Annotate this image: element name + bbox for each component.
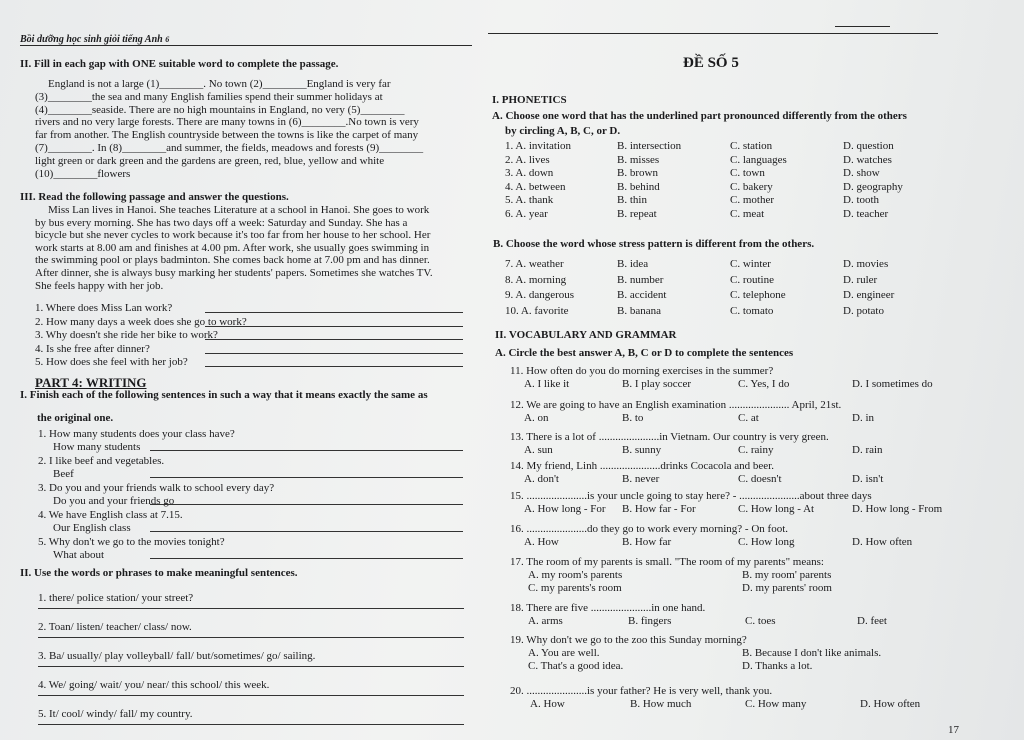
stress-option[interactable]: B. accident bbox=[617, 289, 667, 301]
sentence-answer-line[interactable] bbox=[38, 637, 464, 638]
stress-option[interactable]: D. movies bbox=[843, 258, 889, 270]
mcq-option[interactable]: B. Because I don't like animals. bbox=[742, 647, 882, 659]
pronunciation-option[interactable]: 4. A. between bbox=[505, 180, 566, 193]
mcq-option[interactable]: C. at bbox=[738, 412, 759, 424]
part4-heading: PART 4: WRITING bbox=[35, 375, 147, 390]
mcq-option[interactable]: B. sunny bbox=[622, 444, 662, 456]
sentence-cue: 3. Ba/ usually/ play volleyball/ fall/ but/sometimes/ go/ sailing. bbox=[38, 650, 316, 662]
mcq-option[interactable]: A. my room's parents bbox=[528, 569, 623, 581]
mcq-option[interactable]: B. never bbox=[622, 473, 660, 485]
mcq-option[interactable]: A. You are well. bbox=[528, 647, 600, 659]
mcq-question: 14. My friend, Linh ......................drinks Cocacola and beer. bbox=[510, 460, 774, 472]
mcq-option[interactable]: C. toes bbox=[745, 615, 776, 627]
mcq-option[interactable]: A. sun bbox=[524, 444, 553, 456]
rewrite-stem: Beef bbox=[53, 468, 74, 480]
mcq-option[interactable]: D. isn't bbox=[852, 473, 884, 485]
pronunciation-option[interactable]: 3. A. down bbox=[505, 167, 554, 179]
header-rule-left bbox=[20, 45, 472, 46]
mcq-option[interactable]: B. my room' parents bbox=[742, 569, 832, 581]
mcq-question: 15. ......................is your uncle going to stay here? - ......................about three days bbox=[510, 490, 872, 502]
pronunciation-option[interactable]: D. show bbox=[843, 167, 880, 179]
rewrite-stem: Our English class bbox=[53, 522, 131, 534]
mcq-option[interactable]: D. I sometimes do bbox=[852, 378, 933, 390]
answer-line[interactable] bbox=[205, 366, 463, 367]
pronunciation-option[interactable]: B. intersection bbox=[617, 140, 682, 152]
mcq-option[interactable]: D. How often bbox=[860, 698, 921, 710]
sentence-cue: 2. Toan/ listen/ teacher/ class/ now. bbox=[38, 621, 192, 633]
passage-line: England is not a large (1)________. No town (2)________England is very far bbox=[48, 78, 391, 90]
reading-line: by bus every morning. She has two days off a week: Saturday and Sunday. She has a bbox=[35, 216, 408, 229]
rewrite-prompt: 3. Do you and your friends walk to school every day? bbox=[38, 482, 275, 494]
passage-line: (4)________seaside. There are no high mountains in England, no very (5)________ bbox=[35, 103, 405, 116]
mcq-option[interactable]: C. How long - At bbox=[738, 503, 815, 515]
mcq-option[interactable]: B. How much bbox=[630, 698, 692, 710]
stress-option[interactable]: B. idea bbox=[617, 258, 649, 270]
answer-line[interactable] bbox=[205, 312, 463, 313]
build-heading: II. Use the words or phrases to make meaningful sentences. bbox=[20, 567, 298, 579]
pronunciation-option[interactable]: B. thin bbox=[617, 194, 647, 206]
pronunciation-option[interactable]: B. repeat bbox=[617, 207, 657, 220]
rewrite-stem: What about bbox=[53, 549, 105, 561]
pronunciation-option[interactable]: D. question bbox=[843, 140, 894, 152]
phonetics-heading: I. PHONETICS bbox=[492, 94, 567, 106]
rewrite-heading: I. Finish each of the following sentences in such a way that it means exactly the same as bbox=[20, 389, 428, 401]
mcq-option[interactable]: A. How bbox=[530, 698, 565, 710]
stress-option[interactable]: C. winter bbox=[730, 258, 771, 270]
rewrite-prompt: 1. How many students does your class have? bbox=[38, 428, 235, 440]
reading-question: 4. Is she free after dinner? bbox=[35, 342, 150, 355]
answer-line[interactable] bbox=[205, 353, 463, 354]
mcq-option[interactable]: D. Thanks a lot. bbox=[742, 660, 813, 672]
passage-line: light green or dark green and the gardens are green, red, blue, yellow and white bbox=[35, 154, 385, 167]
stress-option[interactable]: D. ruler bbox=[843, 273, 878, 286]
pronunciation-option[interactable]: C. languages bbox=[730, 153, 787, 166]
stress-option[interactable]: 10. A. favorite bbox=[505, 304, 569, 317]
reading-question: 3. Why doesn't she ride her bike to work? bbox=[35, 329, 218, 342]
mcq-option[interactable]: D. rain bbox=[852, 444, 883, 456]
pronunciation-option[interactable]: C. bakery bbox=[730, 180, 773, 193]
pronunciation-option[interactable]: 6. A. year bbox=[505, 207, 548, 220]
mcq-question: 18. There are five ......................in one hand. bbox=[510, 602, 706, 614]
pronunciation-option[interactable]: 5. A. thank bbox=[505, 194, 554, 206]
mcq-option[interactable]: B. I play soccer bbox=[622, 378, 692, 390]
mcq-option[interactable]: D. How often bbox=[852, 536, 913, 548]
mcq-question: 12. We are going to have an English examination ...................... April, 21st. bbox=[510, 399, 842, 411]
stress-option[interactable]: B. banana bbox=[617, 304, 661, 317]
rewrite-prompt: 5. Why don't we go to the movies tonight? bbox=[38, 536, 225, 548]
passage-line: rivers and no very large forests. There are many towns in (6)________.No town is very bbox=[35, 116, 419, 129]
mcq-option[interactable]: C. That's a good idea. bbox=[528, 660, 624, 672]
sentence-cue: 4. We/ going/ wait/ you/ near/ this school/ this week. bbox=[38, 679, 270, 691]
mcq-option[interactable]: C. doesn't bbox=[738, 473, 782, 485]
pronunciation-option[interactable]: C. station bbox=[730, 140, 773, 152]
reading-heading: III. Read the following passage and answer the questions. bbox=[20, 191, 289, 203]
mcq-option[interactable]: A. on bbox=[524, 412, 549, 424]
mcq-option[interactable]: B. fingers bbox=[628, 615, 672, 627]
sentence-answer-line[interactable] bbox=[38, 724, 464, 725]
header-title: Bồi dưỡng học sinh giỏi tiếng Anh 6 bbox=[20, 34, 170, 45]
vocab-heading: II. VOCABULARY AND GRAMMAR bbox=[495, 329, 677, 341]
header-rule-small bbox=[835, 26, 890, 27]
mcq-option[interactable]: A. arms bbox=[528, 615, 563, 627]
mcq-option[interactable]: C. my parents's room bbox=[528, 582, 622, 594]
mcq-option[interactable]: A. I like it bbox=[524, 378, 570, 390]
mcq-option[interactable]: D. feet bbox=[857, 615, 887, 627]
answer-line[interactable] bbox=[205, 339, 463, 340]
pronunciation-option[interactable]: C. mother bbox=[730, 194, 774, 206]
reading-question: 5. How does she feel with her job? bbox=[35, 356, 188, 369]
stress-option[interactable]: C. tomato bbox=[730, 304, 774, 317]
stress-option[interactable]: B. number bbox=[617, 273, 664, 286]
pronunciation-option[interactable]: B. behind bbox=[617, 180, 660, 193]
reading-line: the swimming pool or plays badminton. She comes back home at 7.00 pm and has dinner. bbox=[35, 254, 430, 267]
stress-option[interactable]: 9. A. dangerous bbox=[505, 289, 575, 301]
rewrite-answer-line[interactable] bbox=[150, 450, 463, 451]
mcq-option[interactable]: C. Yes, I do bbox=[738, 378, 790, 390]
sentence-answer-line[interactable] bbox=[38, 666, 464, 667]
stress-option[interactable]: 8. A. morning bbox=[505, 273, 567, 286]
stress-option[interactable]: 7. A. weather bbox=[505, 258, 564, 270]
rewrite-answer-line[interactable] bbox=[150, 531, 463, 532]
rewrite-stem: Do you and your friends go bbox=[53, 495, 175, 507]
stress-option[interactable]: D. potato bbox=[843, 304, 884, 317]
pronunciation-option[interactable]: B. brown bbox=[617, 167, 658, 179]
mcq-question: 13. There is a lot of ......................in Vietnam. Our country is very green. bbox=[510, 431, 829, 443]
rewrite-stem: How many students bbox=[53, 441, 141, 453]
rewrite-prompt: 2. I like beef and vegetables. bbox=[38, 455, 165, 467]
mcq-question: 11. How often do you do morning exercises in the summer? bbox=[510, 365, 774, 377]
reading-line: Miss Lan lives in Hanoi. She teaches Literature at a school in Hanoi. She goes to work bbox=[48, 204, 430, 216]
mcq-option[interactable]: D. my parents' room bbox=[742, 582, 832, 594]
exam-title: ĐỀ SỐ 5 bbox=[683, 55, 739, 71]
mcq-option[interactable]: A. How bbox=[524, 536, 559, 548]
pronunciation-option[interactable]: D. geography bbox=[843, 180, 903, 193]
stress-heading: B. Choose the word whose stress pattern is different from the others. bbox=[493, 238, 815, 250]
stress-option[interactable]: C. routine bbox=[730, 273, 774, 286]
passage-line: (3)________the sea and many English families spend their summer holidays at bbox=[35, 90, 383, 103]
mcq-option[interactable]: C. rainy bbox=[738, 444, 774, 456]
rewrite-answer-line[interactable] bbox=[150, 504, 463, 505]
mcq-option[interactable]: B. How far - For bbox=[622, 503, 696, 515]
rewrite-answer-line[interactable] bbox=[150, 558, 463, 559]
passage-line: (7)________. In (8)________and summer, the fields, meadows and forests (9)________ bbox=[35, 142, 424, 154]
reading-question: 2. How many days a week does she go to work? bbox=[35, 315, 247, 328]
passage-line: (10)________flowers bbox=[35, 167, 131, 180]
mcq-option[interactable]: A. How long - For bbox=[524, 503, 606, 515]
mcq-heading: A. Circle the best answer A, B, C or D to complete the sentences bbox=[495, 347, 794, 359]
pronunciation-option[interactable]: D. teacher bbox=[843, 207, 889, 220]
mcq-option[interactable]: C. How many bbox=[745, 698, 807, 710]
pronunciation-option[interactable]: 1. A. invitation bbox=[505, 140, 571, 152]
mcq-option[interactable]: B. How far bbox=[622, 536, 672, 548]
sentence-answer-line[interactable] bbox=[38, 695, 464, 696]
reading-line: bicycle but she never cycles to work because it's too far from her house to her school. Her bbox=[35, 229, 431, 242]
page-number: 17 bbox=[948, 724, 959, 736]
pronunciation-heading: A. Choose one word that has the underlined part pronounced differently from the others bbox=[492, 110, 907, 122]
pronunciation-option[interactable]: C. meat bbox=[730, 207, 765, 220]
reading-question: 1. Where does Miss Lan work? bbox=[35, 302, 173, 314]
sentence-cue: 1. there/ police station/ your street? bbox=[38, 592, 194, 604]
stress-option[interactable]: C. telephone bbox=[730, 289, 786, 301]
header-rule-right bbox=[488, 33, 938, 34]
rewrite-heading-cont: the original one. bbox=[37, 412, 114, 424]
passage-line: far from another. The English countryside between the towns is like the carpet of many bbox=[35, 129, 419, 142]
fill-gap-heading: II. Fill in each gap with ONE suitable word to complete the passage. bbox=[20, 58, 339, 70]
mcq-question: 20. ......................is your father? He is very well, thank you. bbox=[510, 685, 773, 697]
sentence-cue: 5. It/ cool/ windy/ fall/ my country. bbox=[38, 708, 193, 720]
mcq-question: 16. ......................do they go to work every morning? - On foot. bbox=[510, 523, 789, 535]
mcq-question: 19. Why don't we go to the zoo this Sunday morning? bbox=[510, 634, 747, 646]
pronunciation-option[interactable]: D. watches bbox=[843, 153, 892, 166]
sentence-answer-line[interactable] bbox=[38, 608, 464, 609]
mcq-option[interactable]: D. How long - From bbox=[852, 503, 943, 515]
mcq-option[interactable]: B. to bbox=[622, 412, 644, 424]
reading-line: work starts at 8.00 am and finishes at 4.00 pm. After work, she usually goes swimming in bbox=[35, 241, 430, 254]
rewrite-prompt: 4. We have English class at 7.15. bbox=[38, 509, 183, 521]
reading-line: After dinner, she is always busy marking her students' papers. Sometimes she watches TV. bbox=[35, 267, 433, 279]
pronunciation-heading-cont: by circling A, B, C, or D. bbox=[505, 125, 621, 137]
pronunciation-option[interactable]: B. misses bbox=[617, 153, 660, 166]
mcq-option[interactable]: A. don't bbox=[524, 473, 559, 485]
mcq-option[interactable]: C. How long bbox=[738, 536, 795, 548]
reading-line: She feels happy with her job. bbox=[35, 279, 164, 292]
answer-line[interactable] bbox=[205, 326, 463, 327]
stress-option[interactable]: D. engineer bbox=[843, 289, 895, 301]
pronunciation-option[interactable]: 2. A. lives bbox=[505, 153, 550, 166]
rewrite-answer-line[interactable] bbox=[150, 477, 463, 478]
mcq-option[interactable]: D. in bbox=[852, 412, 874, 424]
pronunciation-option[interactable]: D. tooth bbox=[843, 194, 880, 206]
mcq-question: 17. The room of my parents is small. "The room of my parents" means: bbox=[510, 556, 824, 568]
pronunciation-option[interactable]: C. town bbox=[730, 167, 765, 179]
